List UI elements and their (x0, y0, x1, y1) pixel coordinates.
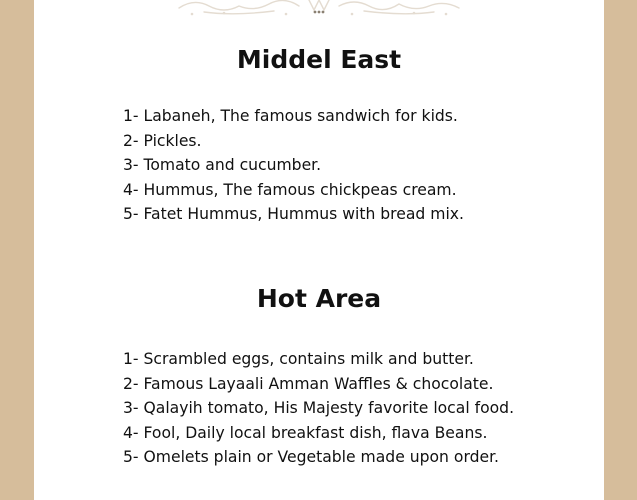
hot-area-list (123, 347, 514, 470)
list-item: 5- Fatet Hummus, Hummus with bread mix. (123, 205, 464, 223)
section-title-hot-area: Hot Area (256, 284, 382, 313)
menu-page (34, 0, 604, 500)
list-item: 5- Omelets plain or Vegetable made upon order. (123, 448, 500, 466)
list-item: 1- Scrambled eggs, contains milk and butter. (123, 350, 474, 368)
list-item: 3- Qalayih tomato, His Majesty favorite local food. (123, 399, 515, 417)
calligraphy-ornament-icon (174, 0, 464, 18)
list-item: 2- Famous Layaali Amman Waffles & chocolate. (123, 374, 494, 393)
middel-east-list (123, 104, 464, 227)
list-item: 3- Tomato and cucumber. (123, 156, 322, 174)
list-item: 4- Hummus, The famous chickpeas cream. (123, 180, 457, 199)
list-item: 4- Fool, Daily local breakfast dish, flava Beans. (123, 423, 488, 442)
list-item: 2- Pickles. (123, 131, 202, 150)
list-item: 1- Labaneh, The famous sandwich for kids. (123, 107, 458, 125)
section-title-middel-east: Middel East (236, 45, 402, 74)
